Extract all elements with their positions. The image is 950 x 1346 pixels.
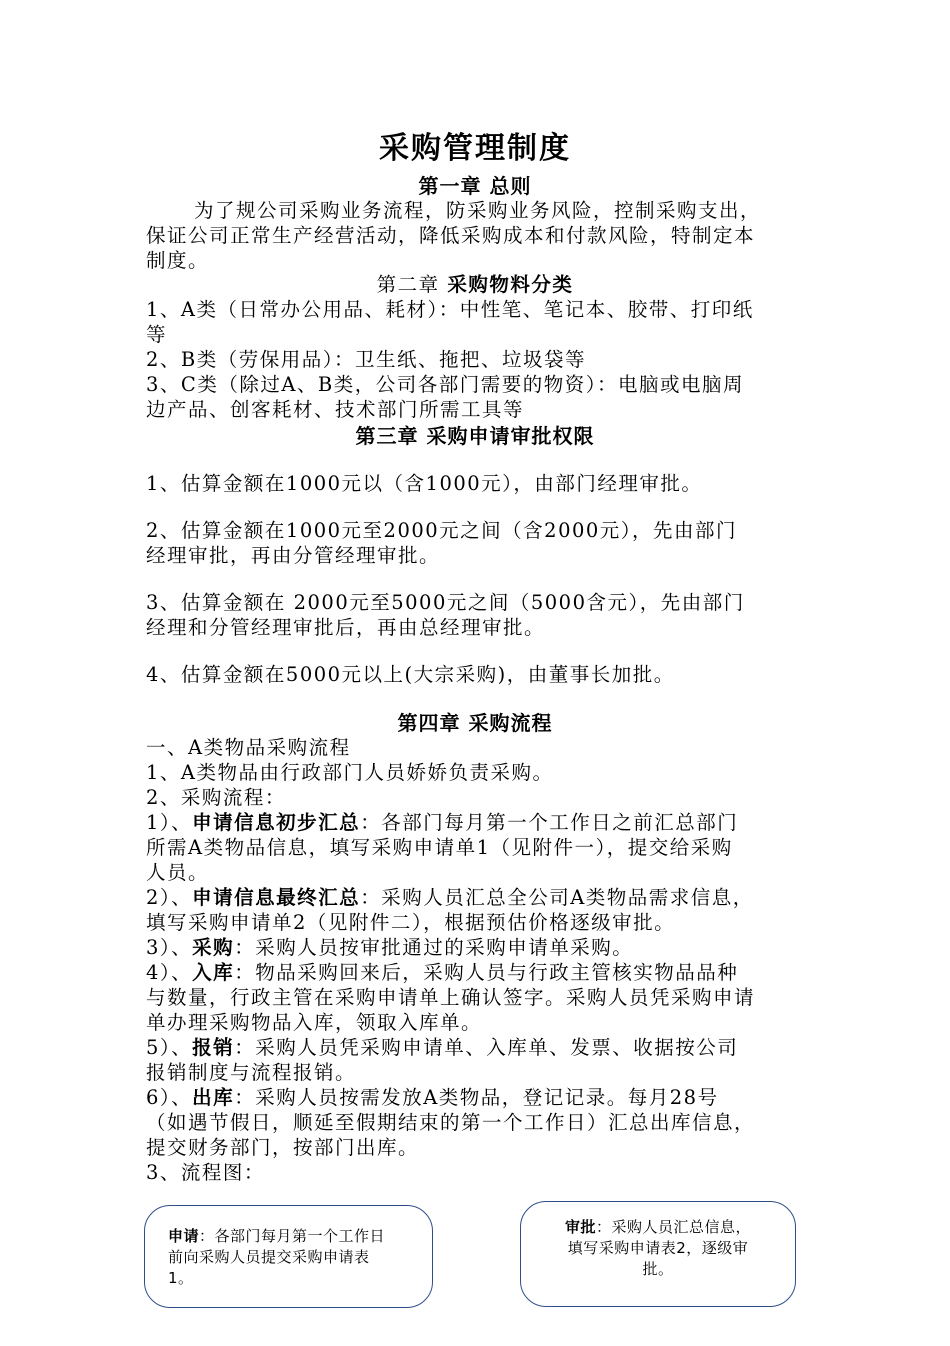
ch2-line: 等 [146,323,168,346]
step-keyword: 采购 [192,936,235,959]
step-keyword: 报销 [192,1036,235,1059]
process-step-6-cont: （如遇节假日，顺延至假期结束的第一个工作日）汇总出库信息， [146,1111,756,1134]
chapter-1-heading: 第一章 总则 [418,174,532,198]
chapter-2-title: 采购物料分类 [447,273,574,296]
process-step-1-cont: 所需A类物品信息，填写采购申请单1（见附件一），提交给采购 [146,836,733,859]
ch4-intro-line: 2、采购流程： [146,786,286,809]
chapter-4-heading: 第四章 采购流程 [397,711,553,735]
flowchart-label: 3、流程图： [146,1161,265,1184]
process-step-6-cont: 提交财务部门，按部门出库。 [146,1136,420,1159]
process-step-4-cont: 单办理采购物品入库，领取入库单。 [146,1011,483,1034]
step-keyword: 出库 [192,1086,235,1109]
process-step-4-cont: 与数量，行政主管在采购申请单上确认签字。采购人员凭采购申请 [146,986,756,1009]
process-step-4: 4）、入库：物品采购回来后，采购人员与行政主管核实物品品种 [146,961,739,984]
ch3-line: 4、估算金额在5000元以上(大宗采购)，由董事长加批。 [146,663,675,686]
process-step-5: 5）、报销：采购人员凭采购申请单、入库单、发票、收据按公司 [146,1036,739,1059]
flowchart-box-apply [144,1205,433,1308]
ch2-line: 2、B类（劳保用品）：卫生纸、拖把、垃圾袋等 [146,348,586,371]
box-approve-line: 批。 [642,1260,674,1278]
process-step-3: 3）、采购：采购人员按审批通过的采购申请单采购。 [146,936,634,959]
ch4-intro-line: 1、A类物品由行政部门人员娇娇负责采购。 [146,761,554,784]
box-apply-line: 申请：各部门每月第一个工作日 [168,1227,386,1245]
box-apply-line: 前向采购人员提交采购申请表 [168,1248,370,1266]
ch2-line: 1、A类（日常办公用品、耗材）：中性笔、笔记本、胶带、打印纸 [146,298,754,321]
box-approve-keyword: 审批 [564,1218,596,1236]
ch2-line: 边产品、创客耗材、技术部门所需工具等 [146,398,525,421]
flowchart-box-approve [520,1201,796,1307]
ch3-line: 经理审批，再由分管经理审批。 [146,544,441,567]
step-keyword: 入库 [192,961,235,984]
process-step-5-cont: 报销制度与流程报销。 [146,1061,357,1084]
chapter-3-heading: 第三章 采购申请审批权限 [355,424,595,448]
process-step-1: 1）、申请信息初步汇总：各部门每月第一个工作日之前汇总部门 [146,811,739,834]
process-step-2-cont: 填写采购申请单2（见附件二），根据预估价格逐级审批。 [146,911,676,934]
box-apply-line: 1。 [168,1269,194,1287]
box-approve-line: 填写采购申请表2，逐级审 [567,1239,749,1257]
document-title: 采购管理制度 [379,131,571,166]
process-step-1-cont: 人员。 [146,861,210,884]
chapter-2-heading [0,273,950,297]
ch3-line: 1、估算金额在1000元以（含1000元），由部门经理审批。 [146,472,703,495]
ch3-line: 2、估算金额在1000元至2000元之间（含2000元），先由部门 [146,519,738,542]
box-apply-keyword: 申请 [168,1227,200,1245]
process-step-2: 2）、申请信息最终汇总：采购人员汇总全公司A类物品需求信息， [146,886,754,909]
ch3-line: 3、估算金额在 2000元至5000元之间（5000含元），先由部门 [146,591,745,614]
box-approve-line: 审批：采购人员汇总信息， [564,1218,752,1236]
chapter-2-number: 第二章 [376,273,448,296]
ch4-intro-line: 一、A类物品采购流程 [146,736,351,759]
ch3-line: 经理和分管经理审批后，再由总经理审批。 [146,616,546,639]
ch2-line: 3、C类（除过A、B类，公司各部门需要的物资）：电脑或电脑周 [146,373,744,396]
ch1-line: 制度。 [146,249,210,272]
ch1-line: 保证公司正常生产经营活动，降低采购成本和付款风险，特制定本 [146,224,756,247]
ch1-line: 为了规公司采购业务流程，防采购业务风险，控制采购支出， [194,199,762,222]
process-step-6: 6）、出库：采购人员按需发放A类物品，登记记录。每月28号 [146,1086,719,1109]
step-keyword: 申请信息最终汇总 [192,886,361,909]
step-keyword: 申请信息初步汇总 [192,811,361,834]
